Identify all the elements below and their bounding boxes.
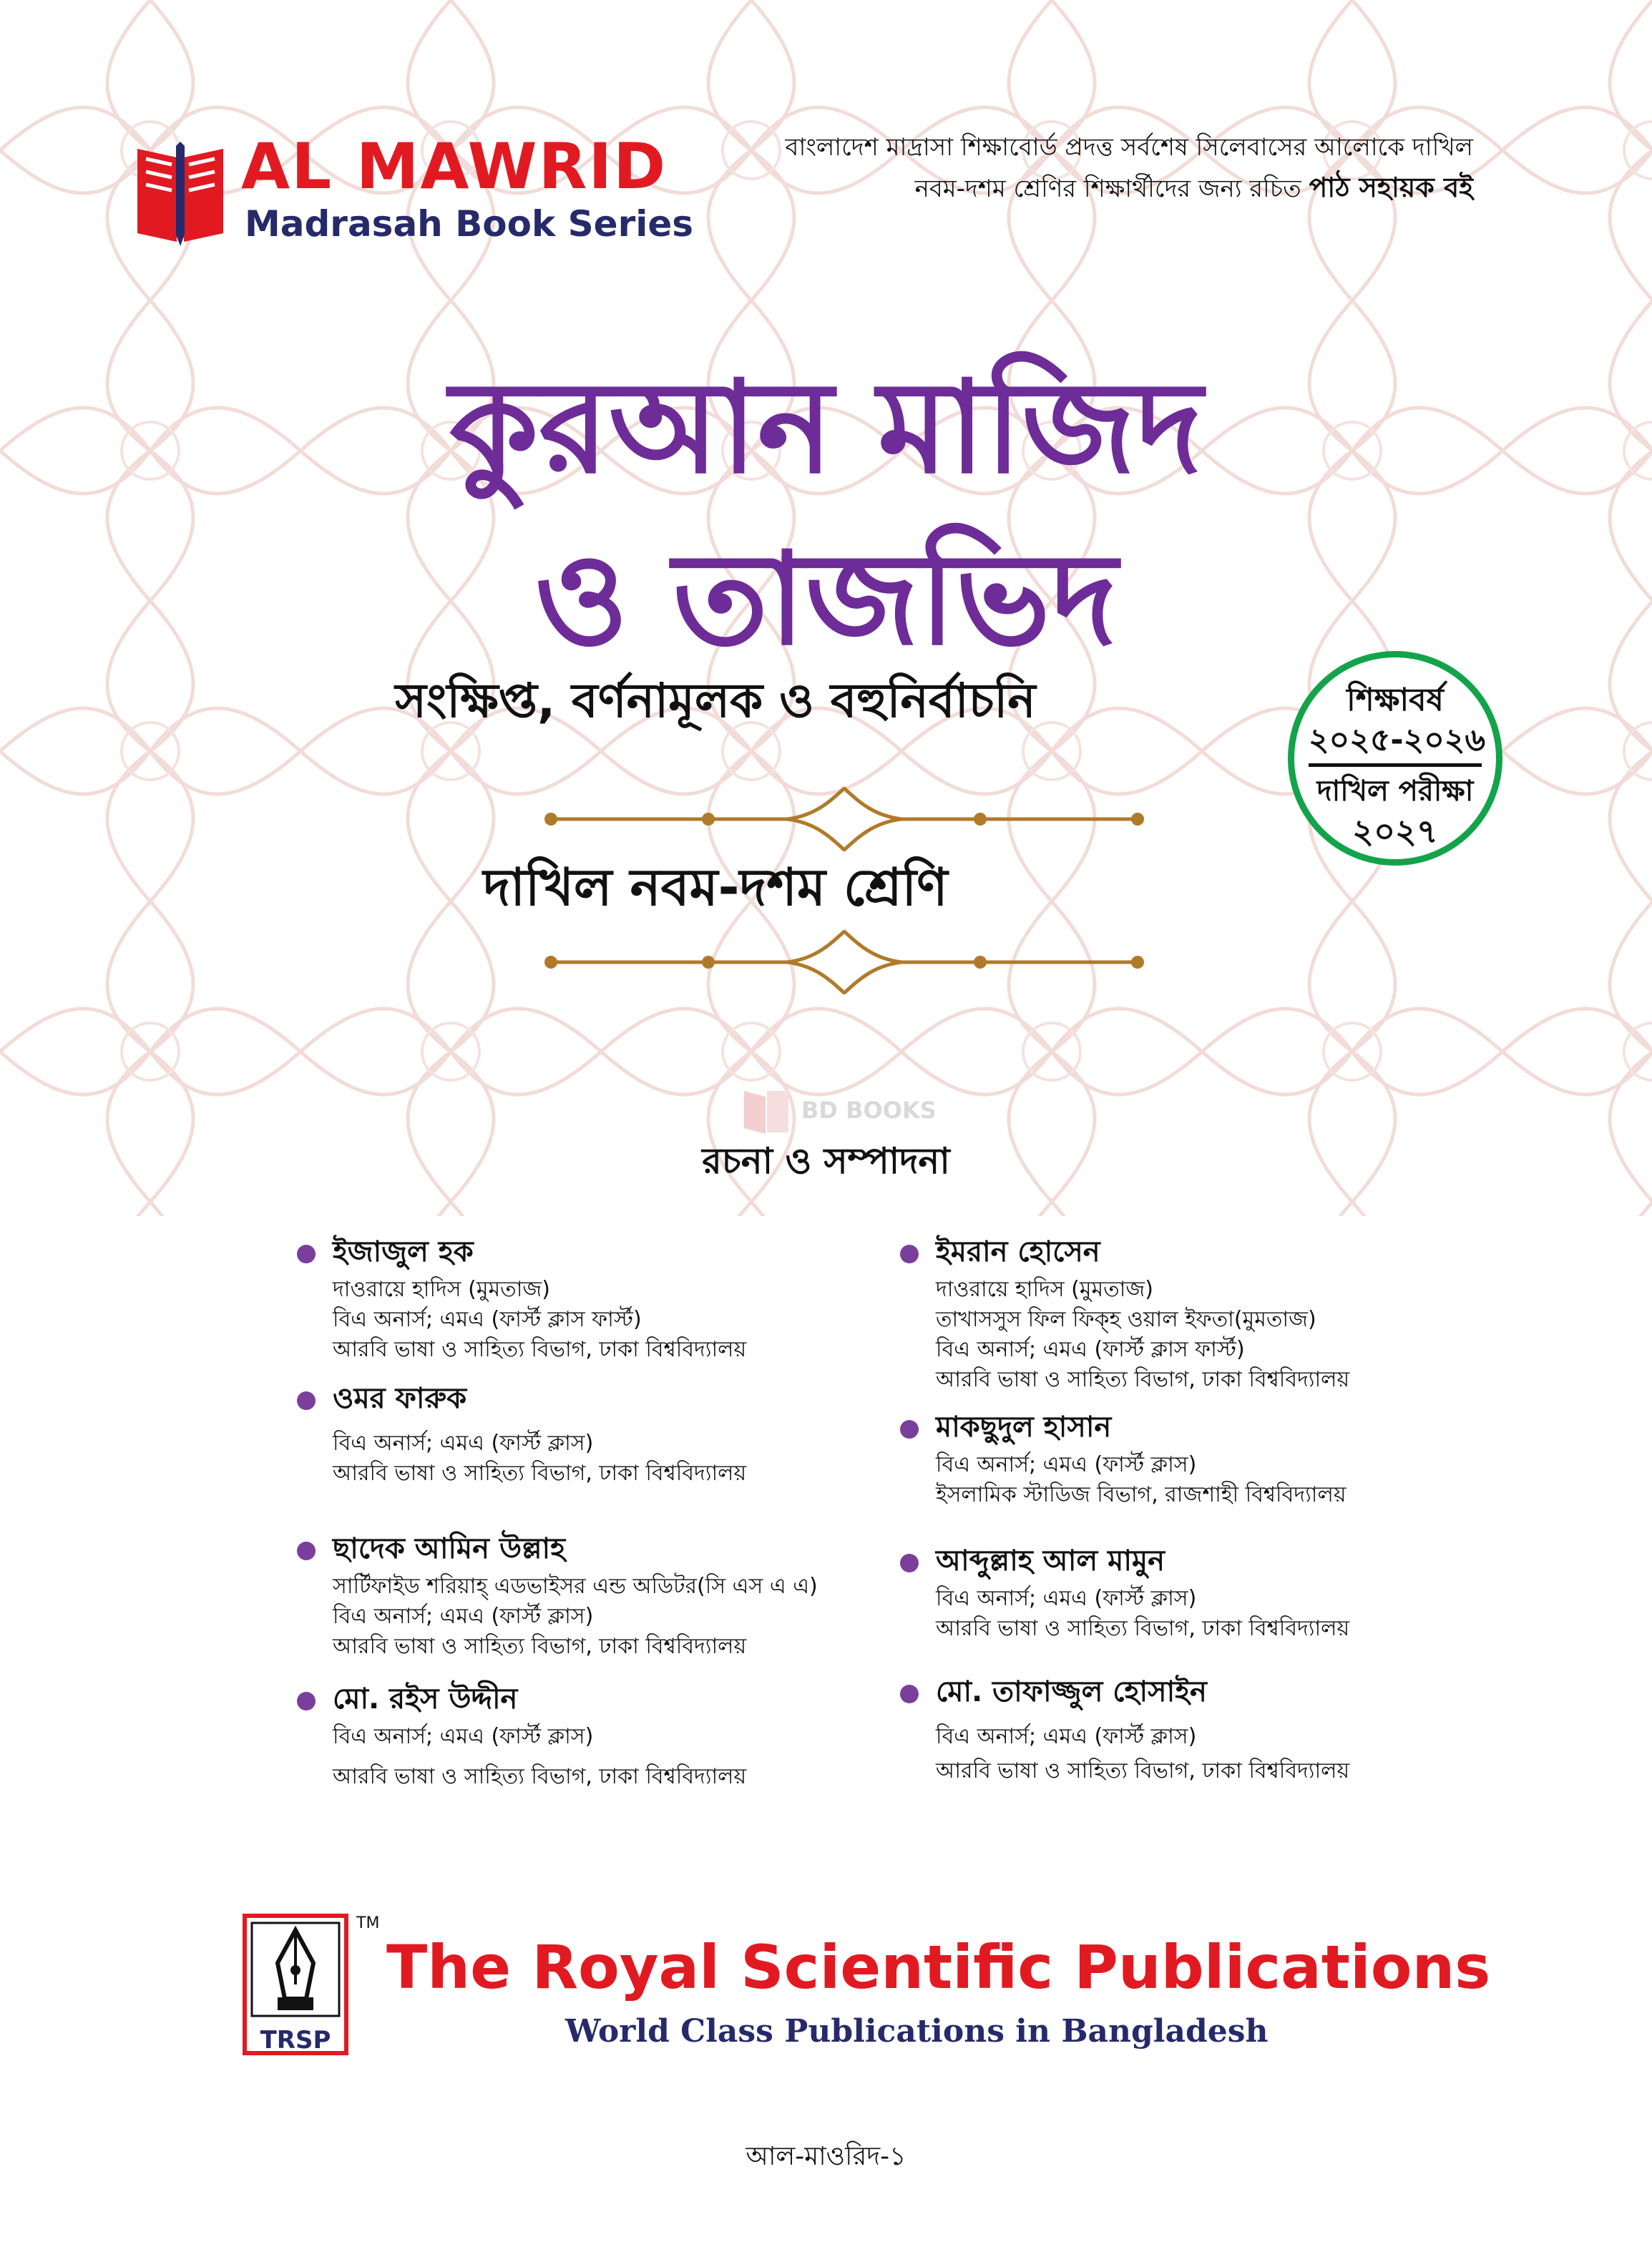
editor-credential-line: বিএ অনার্স; এমএ (ফার্স্ট ক্লাস) — [333, 1604, 594, 1629]
bullet-icon — [900, 1554, 919, 1572]
watermark — [737, 1084, 937, 1141]
book-pen-icon — [130, 134, 230, 249]
editor-credential-line: বিএ অনার্স; এমএ (ফার্স্ট ক্লাস) — [333, 1724, 594, 1749]
ornament-divider-top — [544, 787, 1145, 851]
bullet-icon — [900, 1420, 919, 1439]
editor-credential-line: বিএ অনার্স; এমএ (ফার্স্ট ক্লাস) — [333, 1431, 594, 1456]
book-title — [0, 342, 1652, 685]
editor-name: ইমরান হোসেন — [936, 1235, 1100, 1268]
editor-credential-line: দাওরায়ে হাদিস (মুমতাজ) — [333, 1277, 550, 1302]
syllabus-note-line2 — [758, 167, 1473, 209]
editor-credential-line: আরবি ভাষা ও সাহিত্য বিভাগ, ঢাকা বিশ্ববিদ্যালয় — [936, 1758, 1350, 1783]
editor-credential-line: আরবি ভাষা ও সাহিত্য বিভাগ, ঢাকা বিশ্ববিদ্যালয় — [936, 1616, 1350, 1641]
academic-year-badge — [1288, 651, 1502, 866]
editor-credential-line: আরবি ভাষা ও সাহিত্য বিভাগ, ঢাকা বিশ্ববিদ্যালয় — [333, 1634, 747, 1659]
book-title-line2: ও তাজভিদ — [534, 525, 1118, 673]
editor-credential-line: আরবি ভাষা ও সাহিত্য বিভাগ, ঢাকা বিশ্ববিদ্যালয় — [333, 1764, 747, 1789]
editor-credentials — [333, 1572, 818, 1662]
editor-credential-line: বিএ অনার্স; এমএ (ফার্স্ট ক্লাস) — [936, 1452, 1197, 1477]
editor-credential-line: সার্টিফাইড শরিয়াহ্ এডভাইসর এন্ড অডিটর(সি এস এ এ) — [333, 1574, 818, 1599]
bullet-icon — [297, 1692, 316, 1710]
editor-credential-line: বিএ অনার্স; এমএ (ফার্স্ট ক্লাস ফার্স্ট) — [333, 1307, 642, 1332]
editor-credentials — [936, 1584, 1349, 1644]
editor-credentials — [936, 1275, 1349, 1395]
editor-credentials — [333, 1275, 746, 1365]
book-title-line1: কুরআন মাজিদ — [449, 353, 1203, 501]
series-number: আল-মাওরিদ-১ — [746, 2142, 906, 2171]
editor-name: মো. রইস উদ্দীন — [333, 1683, 518, 1715]
editor-credential-line: তাখাসসুস ফিল ফিক্হ ওয়াল ইফতা(মুমতাজ) — [936, 1307, 1316, 1332]
publisher-logo-text: TRSP — [260, 2026, 331, 2055]
editor-name: আব্দুল্লাহ আল মামুন — [936, 1544, 1165, 1577]
bullet-icon — [297, 1542, 316, 1560]
editor-name: ওমর ফারুক — [333, 1382, 467, 1415]
bullet-icon — [297, 1245, 316, 1263]
publisher-tagline: World Class Publications in Bangladesh — [565, 2013, 1269, 2050]
editors-heading: রচনা ও সম্পাদনা — [702, 1140, 950, 1182]
editor-name: ছাদেক আমিন উল্লাহ — [333, 1532, 566, 1565]
editor-credentials — [333, 1722, 746, 1792]
brand-title: AL MAWRID — [241, 129, 668, 203]
ornament-divider-bottom — [544, 930, 1145, 994]
syllabus-note — [758, 127, 1473, 209]
editor-credential-line: আরবি ভাষা ও সাহিত্য বিভাগ, ঢাকা বিশ্ববিদ্যালয় — [936, 1367, 1350, 1392]
syllabus-note-line1: বাংলাদেশ মাদ্রাসা শিক্ষাবোর্ড প্রদত্ত সর্বশেষ সিলেবাসের আলোকে দাখিল — [785, 133, 1473, 162]
publisher-name: The Royal Scientific Publications — [386, 1932, 1491, 2002]
bullet-icon — [900, 1685, 919, 1703]
editor-credential-line: ইসলামিক স্টাডিজ বিভাগ, রাজশাহী বিশ্ববিদ্যালয় — [936, 1482, 1346, 1507]
editor-credential-line: বিএ অনার্স; এমএ (ফার্স্ট ক্লাস) — [936, 1586, 1197, 1611]
editor-credential-line: আরবি ভাষা ও সাহিত্য বিভাগ, ঢাকা বিশ্ববিদ্যালয় — [333, 1337, 747, 1362]
watermark-text: BD BOOKS — [801, 1097, 937, 1124]
brand-logo — [130, 127, 703, 249]
badge-exam-label: দাখিল পরীক্ষা — [1316, 775, 1474, 808]
trademark-mark: TM — [356, 1914, 380, 1932]
editor-credentials — [936, 1722, 1349, 1786]
editor-name: ইজাজুল হক — [333, 1235, 474, 1268]
badge-exam-year: ২০২৭ — [1352, 812, 1438, 851]
syllabus-note-line2-text: নবম-দশম শ্রেণির শিক্ষার্থীদের জন্য রচিত — [914, 175, 1301, 203]
bullet-icon — [297, 1391, 316, 1410]
badge-year-range: ২০২৫-২০২৬ — [1309, 720, 1482, 767]
editor-credentials — [333, 1429, 746, 1489]
editor-credentials — [936, 1450, 1346, 1510]
bullet-icon — [900, 1245, 919, 1263]
editor-name: মো. তাফাজ্জুল হোসাইন — [936, 1675, 1207, 1708]
editor-credential-line: দাওরায়ে হাদিস (মুমতাজ) — [936, 1277, 1153, 1302]
brand-subtitle: Madrasah Book Series — [245, 203, 694, 245]
editor-credential-line: বিএ অনার্স; এমএ (ফার্স্ট ক্লাস ফার্স্ট) — [936, 1337, 1245, 1362]
book-subtitle: সংক্ষিপ্ত, বর্ণনামূলক ও বহুনির্বাচনি — [395, 673, 1036, 728]
editor-credential-line: আরবি ভাষা ও সাহিত্য বিভাগ, ঢাকা বিশ্ববিদ্যালয় — [333, 1461, 747, 1486]
class-label: দাখিল নবম-দশম শ্রেণি — [483, 857, 948, 917]
badge-session-label: শিক্ষাবর্ষ — [1346, 682, 1444, 718]
editor-name: মাকছুদুল হাসান — [936, 1411, 1112, 1444]
syllabus-note-line2-bold: পাঠ সহায়ক বই — [1309, 172, 1473, 203]
editor-credential-line: বিএ অনার্স; এমএ (ফার্স্ট ক্লাস) — [936, 1724, 1197, 1749]
